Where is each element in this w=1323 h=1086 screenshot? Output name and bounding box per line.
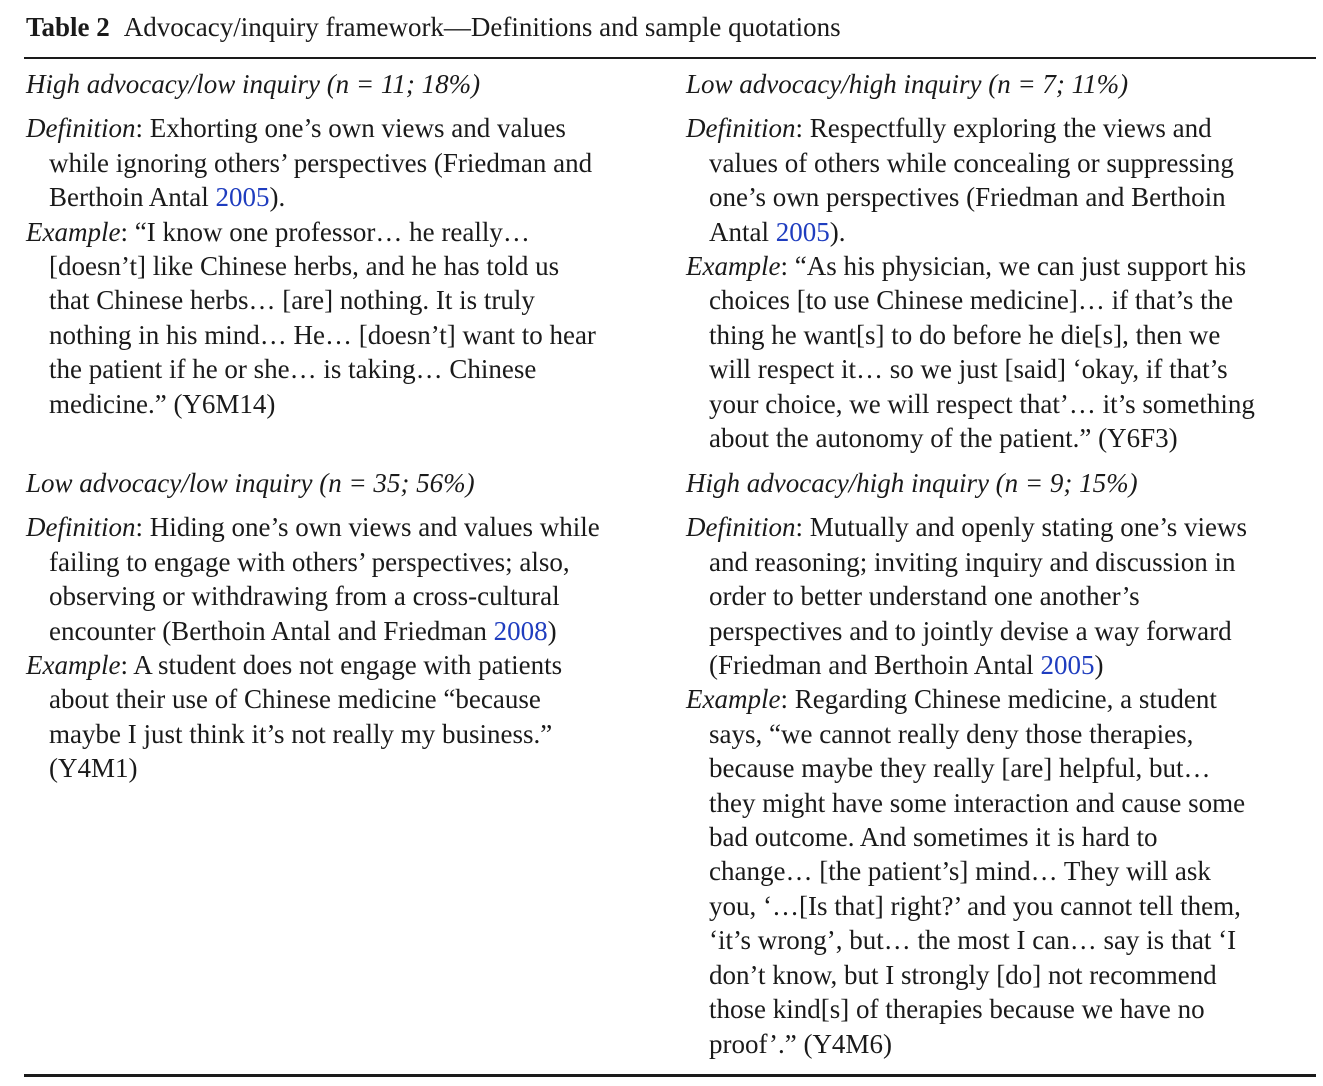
example: Example: Regarding Chinese medicine, a student says, “we cannot really deny those therapies, because maybe they really [are] helpful, but… they might have some interaction and cause some bad outcome. And sometimes it is hard to change… [the patient’s] mind… They will ask you, ‘…[Is that] right?’ and you cannot tell them, ‘it’s wrong’, but… the most I can… say is that ‘I don’t know, but I strongly [do] not recommend those kind[s] of therapies because we have no proof’.” (Y4M6) — [686, 684, 1246, 1059]
cell-low-advocacy-low-inquiry — [26, 466, 666, 786]
table-title: Advocacy/inquiry framework—Definitions and sample quotations — [123, 12, 841, 42]
example: Example: “As his physician, we can just support his choices [to use Chinese medicine]… if that’s the thing he want[s] to do before he die[s], then we will respect it… so we just [said] ‘okay, if that’s your choice, we will respect that’… it’s something about the autonomy of the patient.” (Y6F3) — [686, 251, 1255, 454]
definition-label: Definition — [26, 113, 136, 144]
cell-heading: High advocacy/low inquiry (n = 11; 18%) — [26, 69, 481, 99]
citation-link[interactable]: 2005 — [1040, 650, 1095, 681]
citation-link[interactable]: 2005 — [775, 216, 830, 247]
cell-heading: High advocacy/high inquiry (n = 9; 15%) — [686, 468, 1138, 498]
definition-label: Definition — [686, 113, 796, 144]
definition: Definition: Mutually and openly stating one’s views and reasoning; inviting inquiry and discussion in order to better understand one another’s perspectives and to jointly devise a way forward (Friedman and Berthoin Antal 2005) — [686, 512, 1247, 681]
cell-high-advocacy-high-inquiry — [686, 466, 1323, 1061]
cell-heading: Low advocacy/low inquiry (n = 35; 56%) — [26, 468, 475, 498]
example-label: Example — [26, 650, 121, 681]
example-label: Example — [686, 251, 781, 282]
table-caption — [26, 10, 841, 44]
definition-label: Definition — [26, 512, 136, 543]
definition: Definition: Hiding one’s own views and values while failing to engage with others’ perspectives; also, observing or withdrawing from a cross-cultural encounter (Berthoin Antal and Friedman 2008) — [26, 512, 600, 646]
cell-low-advocacy-high-inquiry — [686, 67, 1323, 455]
definition: Definition: Respectfully exploring the views and values of others while concealing or suppressing one’s own perspectives (Friedman and Berthoin Antal 2005). — [686, 113, 1234, 247]
citation-link[interactable]: 2008 — [493, 615, 548, 646]
definition: Definition: Exhorting one’s own views and values while ignoring others’ perspectives (Friedman and Berthoin Antal 2005). — [26, 113, 593, 213]
example: Example: A student does not engage with patients about their use of Chinese medicine “because maybe I just think it’s not really my business.” (Y4M1) — [26, 650, 563, 784]
citation-link[interactable]: 2005 — [215, 182, 270, 213]
example: Example: “I know one professor… he really… [doesn’t] like Chinese herbs, and he has told us that Chinese herbs… [are] nothing. It is truly nothing in his mind… He… [doesn’t] want to hear the patient if he or she… is taking… Chinese medicine.” (Y6M14) — [26, 216, 596, 419]
table-label: Table 2 — [26, 12, 110, 42]
cell-high-advocacy-low-inquiry — [26, 67, 666, 421]
bottom-rule — [24, 1074, 1316, 1077]
example-label: Example — [686, 684, 781, 715]
top-rule — [24, 57, 1316, 59]
example-label: Example — [26, 216, 121, 247]
definition-label: Definition — [686, 512, 796, 543]
cell-heading: Low advocacy/high inquiry (n = 7; 11%) — [686, 69, 1129, 99]
